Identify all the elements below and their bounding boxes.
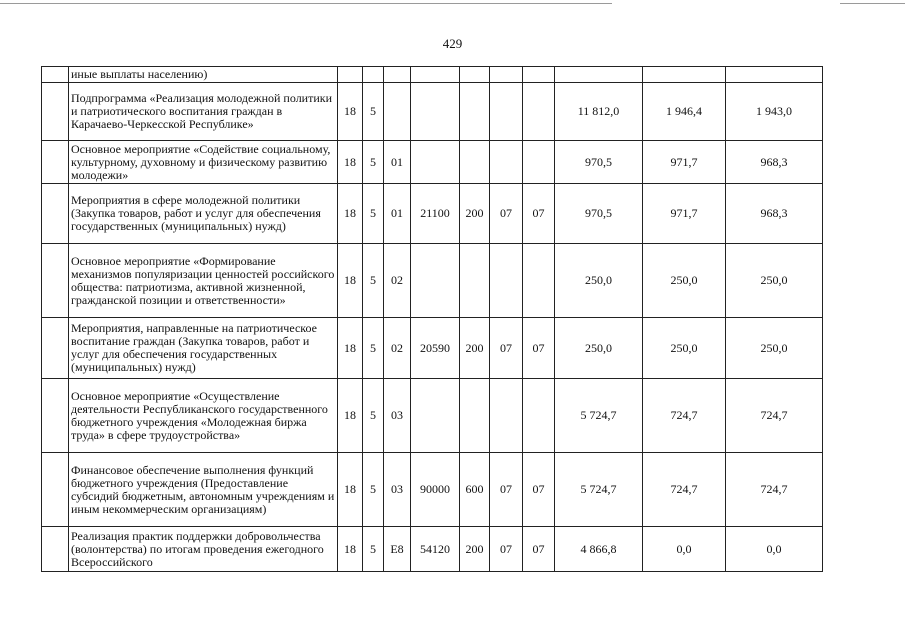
code-1-cell [338,67,363,83]
expense-type-cell [460,244,490,318]
section-cell [490,244,523,318]
section-cell [490,379,523,453]
amount-year-2: 724,7 [643,379,726,453]
index-cell [42,244,69,318]
code-3-cell: 01 [384,141,411,184]
expense-type-cell: 200 [460,527,490,572]
index-cell [42,67,69,83]
amount-year-3: 724,7 [726,453,823,527]
expense-type-cell [460,83,490,141]
code-1-cell: 18 [338,184,363,244]
code-3-cell: 02 [384,318,411,379]
target-article-cell [411,83,460,141]
row-name: Мероприятия в сфере молодежной политики (Закупка товаров, работ и услуг для обеспечения государственных (муниципальных) нужд) [69,184,338,244]
index-cell [42,318,69,379]
amount-year-3: 250,0 [726,244,823,318]
subsection-cell [523,83,555,141]
target-article-cell [411,67,460,83]
table-row [42,244,823,318]
code-1-cell: 18 [338,453,363,527]
section-cell: 07 [490,527,523,572]
subsection-cell: 07 [523,318,555,379]
code-2-cell [363,67,384,83]
expense-type-cell: 200 [460,184,490,244]
amount-year-2: 1 946,4 [643,83,726,141]
target-article-cell [411,379,460,453]
expense-type-cell [460,67,490,83]
table-row [42,184,823,244]
amount-year-2: 971,7 [643,184,726,244]
subsection-cell [523,244,555,318]
amount-year-3 [726,67,823,83]
table-row [42,141,823,184]
row-name: Основное мероприятие «Осуществление деятельности Республиканского государственного бюджетного учреждения «Молодежная биржа труда» в сфере трудоустройства» [69,379,338,453]
amount-year-1 [555,67,643,83]
amount-year-1: 4 866,8 [555,527,643,572]
code-2-cell: 5 [363,244,384,318]
section-cell [490,67,523,83]
amount-year-2: 971,7 [643,141,726,184]
subsection-cell [523,141,555,184]
code-3-cell: Е8 [384,527,411,572]
amount-year-1: 5 724,7 [555,379,643,453]
row-name: Реализация практик поддержки добровольчества (волонтерства) по итогам проведения ежегодного Всероссийского [69,527,338,572]
index-cell [42,379,69,453]
row-name: Мероприятия, направленные на патриотическое воспитание граждан (Закупка товаров, работ и услуг для обеспечения государственных (муниципальных) нужд) [69,318,338,379]
amount-year-2: 724,7 [643,453,726,527]
target-article-cell: 54120 [411,527,460,572]
amount-year-1: 11 812,0 [555,83,643,141]
code-2-cell: 5 [363,141,384,184]
page-number: 429 [442,36,463,51]
code-3-cell [384,67,411,83]
code-2-cell: 5 [363,527,384,572]
row-name: Основное мероприятие «Формирование механизмов популяризации ценностей российского общества: патриотизма, активной жизненной, гражданской позиции и ответственности» [69,244,338,318]
table-row [42,527,823,572]
table-row [42,379,823,453]
code-2-cell: 5 [363,453,384,527]
target-article-cell [411,244,460,318]
section-cell: 07 [490,453,523,527]
budget-table [41,66,823,572]
target-article-cell: 21100 [411,184,460,244]
amount-year-3: 724,7 [726,379,823,453]
index-cell [42,184,69,244]
code-2-cell: 5 [363,318,384,379]
amount-year-1: 250,0 [555,318,643,379]
code-1-cell: 18 [338,527,363,572]
target-article-cell: 90000 [411,453,460,527]
subsection-cell: 07 [523,184,555,244]
index-cell [42,83,69,141]
subsection-cell: 07 [523,453,555,527]
code-1-cell: 18 [338,318,363,379]
target-article-cell: 20590 [411,318,460,379]
amount-year-1: 970,5 [555,184,643,244]
code-2-cell: 5 [363,83,384,141]
expense-type-cell: 200 [460,318,490,379]
amount-year-3: 1 943,0 [726,83,823,141]
target-article-cell [411,141,460,184]
row-name: иные выплаты населению) [69,67,338,83]
code-1-cell: 18 [338,83,363,141]
amount-year-2: 250,0 [643,318,726,379]
code-1-cell: 18 [338,141,363,184]
table-row [42,67,823,83]
amount-year-3: 0,0 [726,527,823,572]
index-cell [42,141,69,184]
code-2-cell: 5 [363,184,384,244]
amount-year-3: 968,3 [726,141,823,184]
scan-top-line-left [0,3,612,4]
code-2-cell: 5 [363,379,384,453]
section-cell: 07 [490,318,523,379]
code-1-cell: 18 [338,379,363,453]
index-cell [42,453,69,527]
table-row [42,453,823,527]
code-3-cell: 03 [384,453,411,527]
amount-year-1: 5 724,7 [555,453,643,527]
row-name: Основное мероприятие «Содействие социальному, культурному, духовному и физическому развитию молодежи» [69,141,338,184]
code-3-cell: 01 [384,184,411,244]
amount-year-1: 970,5 [555,141,643,184]
code-3-cell: 03 [384,379,411,453]
section-cell [490,83,523,141]
expense-type-cell: 600 [460,453,490,527]
expense-type-cell [460,379,490,453]
expense-type-cell [460,141,490,184]
table-row [42,318,823,379]
index-cell [42,527,69,572]
section-cell: 07 [490,184,523,244]
row-name: Подпрограмма «Реализация молодежной политики и патриотического воспитания граждан в Карачаево-Черкесской Республике» [69,83,338,141]
scan-top-line-right [840,3,905,4]
code-1-cell: 18 [338,244,363,318]
code-3-cell [384,83,411,141]
amount-year-2: 250,0 [643,244,726,318]
section-cell [490,141,523,184]
subsection-cell [523,67,555,83]
table-row [42,83,823,141]
amount-year-2: 0,0 [643,527,726,572]
amount-year-3: 968,3 [726,184,823,244]
code-3-cell: 02 [384,244,411,318]
subsection-cell: 07 [523,527,555,572]
amount-year-2 [643,67,726,83]
amount-year-1: 250,0 [555,244,643,318]
subsection-cell [523,379,555,453]
amount-year-3: 250,0 [726,318,823,379]
row-name: Финансовое обеспечение выполнения функций бюджетного учреждения (Предоставление субсидий бюджетным, автономным учреждениям и иным некоммерческим организациям) [69,453,338,527]
